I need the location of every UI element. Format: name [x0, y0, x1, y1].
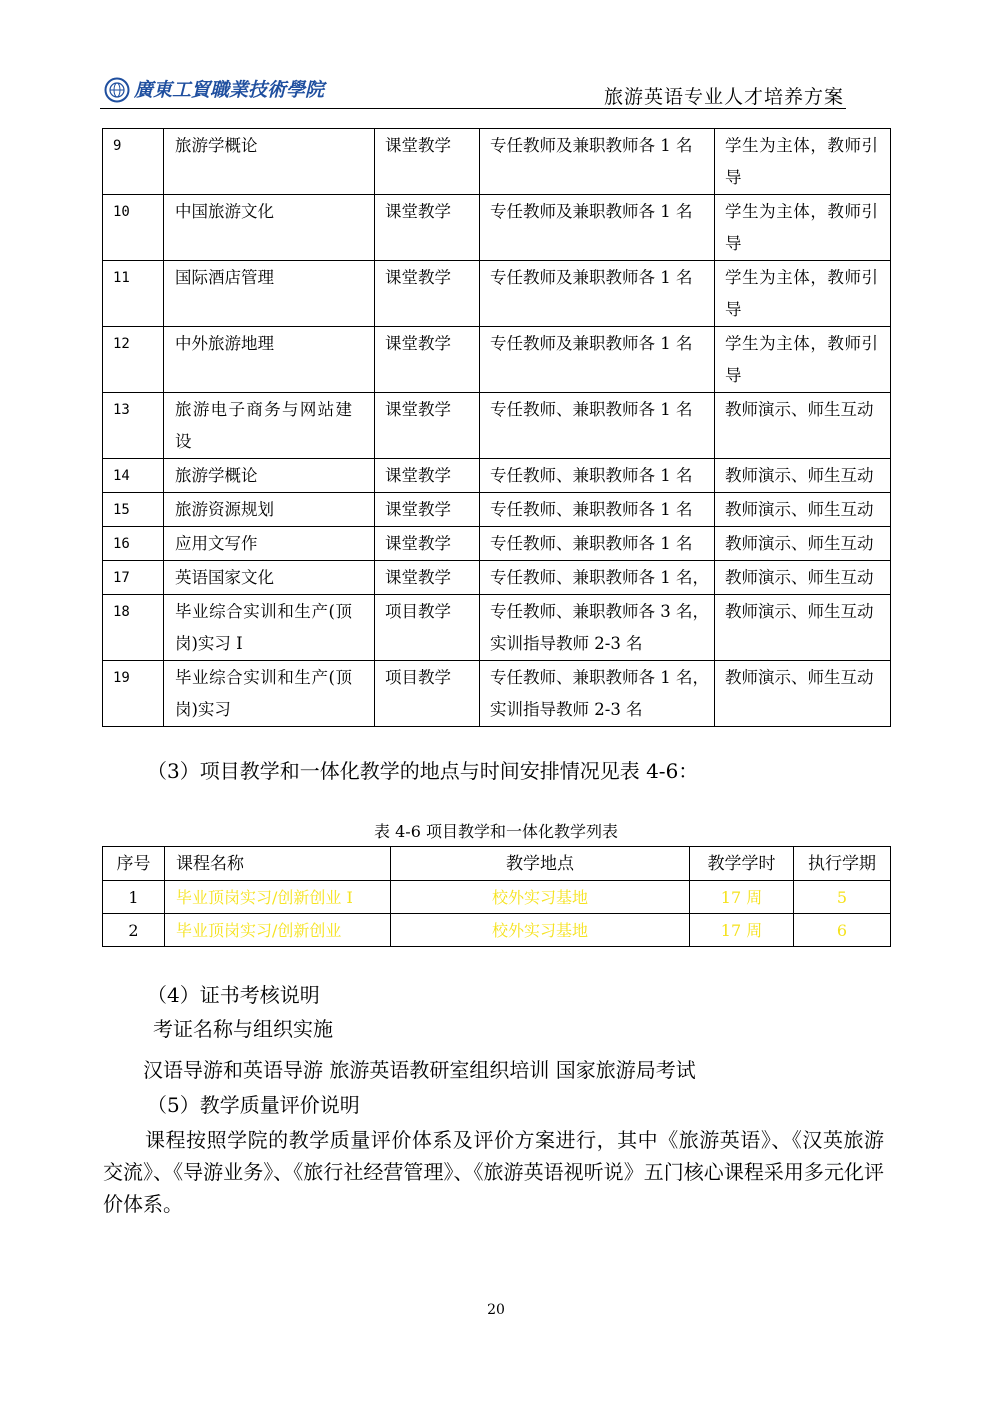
row-number-cell: 18 [103, 595, 164, 661]
teaching-approach-cell: 教师演示、师生互动 [715, 459, 891, 493]
teacher-allocation-cell: 专任教师、兼职教师各 1 名， [480, 561, 715, 595]
course-name-cell: 英语国家文化 [164, 561, 375, 595]
course-name-cell: 中国旅游文化 [164, 195, 375, 261]
course-name-cell: 应用文写作 [164, 527, 375, 561]
section-4-subheading: 考证名称与组织实施 [153, 1017, 333, 1041]
table-header-row [103, 847, 891, 881]
table-row [103, 527, 891, 561]
teaching-method-cell: 课堂教学 [375, 459, 480, 493]
header-teaching-location: 教学地点 [391, 847, 690, 881]
header-teaching-hours: 教学学时 [690, 847, 794, 881]
teaching-method-cell: 课堂教学 [375, 261, 480, 327]
table-row [103, 661, 891, 727]
teacher-allocation-cell: 专任教师、兼职教师各 1 名 [480, 393, 715, 459]
teaching-method-cell: 项目教学 [375, 595, 480, 661]
section-3-text: （3）项目教学和一体化教学的地点与时间安排情况见表 4-6： [147, 759, 699, 783]
course-name-cell: 毕业顶岗实习/创新创业 [165, 914, 391, 947]
project-teaching-table [102, 846, 891, 947]
table-row [103, 561, 891, 595]
teacher-allocation-cell: 专任教师、兼职教师各 1 名 [480, 459, 715, 493]
table-row [103, 595, 891, 661]
row-number-cell: 1 [103, 881, 165, 914]
table-row [103, 493, 891, 527]
teaching-location-cell: 校外实习基地 [391, 914, 690, 947]
course-name-cell: 毕业综合实训和生产(顶岗)实习 I [164, 595, 375, 661]
teaching-hours-cell: 17 周 [690, 914, 794, 947]
teaching-approach-cell: 教师演示、师生互动 [715, 393, 891, 459]
course-name-cell: 旅游资源规划 [164, 493, 375, 527]
teaching-approach-cell: 学生为主体，教师引导 [715, 261, 891, 327]
teaching-hours-cell: 17 周 [690, 881, 794, 914]
college-logo-text: 廣東工貿職業技術學院 [134, 79, 325, 101]
teaching-approach-cell: 教师演示、师生互动 [715, 595, 891, 661]
teaching-method-cell: 课堂教学 [375, 393, 480, 459]
teacher-allocation-cell: 专任教师及兼职教师各 1 名 [480, 195, 715, 261]
course-name-cell: 国际酒店管理 [164, 261, 375, 327]
teacher-allocation-cell: 专任教师、兼职教师各 1 名，实训指导教师 2-3 名 [480, 661, 715, 727]
table-row [103, 261, 891, 327]
course-name-cell: 毕业顶岗实习/创新创业 I [165, 881, 391, 914]
document-title: 旅游英语专业人才培养方案 [603, 86, 844, 108]
teaching-approach-cell: 教师演示、师生互动 [715, 661, 891, 727]
course-teaching-table [102, 128, 891, 727]
teaching-location-cell: 校外实习基地 [391, 881, 690, 914]
teaching-approach-cell: 教师演示、师生互动 [715, 561, 891, 595]
course-name-cell: 旅游学概论 [164, 129, 375, 195]
course-name-cell: 中外旅游地理 [164, 327, 375, 393]
table-row [103, 459, 891, 493]
course-teaching-table-body [103, 129, 891, 727]
header-course-name: 课程名称 [165, 847, 391, 881]
section-5-heading: （5）教学质量评价说明 [147, 1093, 360, 1117]
section-5-content: 课程按照学院的教学质量评价体系及评价方案进行，其中《旅游英语》、《汉英旅游交流》、《导游业务》、《旅行社经营管理》、《旅游英语视听说》五门核心课程采用多元化评价体系。 [103, 1128, 884, 1216]
course-name-cell: 旅游电子商务与网站建设 [164, 393, 375, 459]
teaching-approach-cell: 学生为主体，教师引导 [715, 195, 891, 261]
header-divider [100, 108, 846, 109]
teaching-method-cell: 课堂教学 [375, 129, 480, 195]
row-number-cell: 14 [103, 459, 164, 493]
teaching-method-cell: 课堂教学 [375, 527, 480, 561]
teaching-approach-cell: 教师演示、师生互动 [715, 493, 891, 527]
teacher-allocation-cell: 专任教师及兼职教师各 1 名 [480, 129, 715, 195]
table-4-6-caption: 表 4-6 项目教学和一体化教学列表 [374, 822, 618, 841]
section-4-content: 汉语导游和英语导游 旅游英语教研室组织培训 国家旅游局考试 [143, 1058, 696, 1082]
teacher-allocation-cell: 专任教师、兼职教师各 1 名 [480, 493, 715, 527]
row-number-cell: 17 [103, 561, 164, 595]
project-teaching-table-body [103, 881, 891, 947]
course-name-cell: 毕业综合实训和生产(顶岗)实习 [164, 661, 375, 727]
table-row [103, 129, 891, 195]
course-name-cell: 旅游学概论 [164, 459, 375, 493]
teaching-approach-cell: 学生为主体，教师引导 [715, 129, 891, 195]
row-number-cell: 13 [103, 393, 164, 459]
table-row [103, 327, 891, 393]
table-row [103, 393, 891, 459]
teaching-method-cell: 课堂教学 [375, 327, 480, 393]
teacher-allocation-cell: 专任教师及兼职教师各 1 名 [480, 261, 715, 327]
teaching-method-cell: 课堂教学 [375, 195, 480, 261]
row-number-cell: 11 [103, 261, 164, 327]
page-content [102, 128, 890, 1220]
teaching-approach-cell: 教师演示、师生互动 [715, 527, 891, 561]
row-number-cell: 15 [103, 493, 164, 527]
row-number-cell: 2 [103, 914, 165, 947]
header-serial-number: 序号 [103, 847, 165, 881]
teaching-method-cell: 课堂教学 [375, 493, 480, 527]
teacher-allocation-cell: 专任教师、兼职教师各 3 名，实训指导教师 2-3 名 [480, 595, 715, 661]
teacher-allocation-cell: 专任教师、兼职教师各 1 名 [480, 527, 715, 561]
header-semester: 执行学期 [794, 847, 891, 881]
row-number-cell: 16 [103, 527, 164, 561]
row-number-cell: 9 [103, 129, 164, 195]
semester-cell: 5 [794, 881, 891, 914]
teaching-method-cell: 项目教学 [375, 661, 480, 727]
row-number-cell: 12 [103, 327, 164, 393]
table-row [103, 914, 891, 947]
teacher-allocation-cell: 专任教师及兼职教师各 1 名 [480, 327, 715, 393]
semester-cell: 6 [794, 914, 891, 947]
row-number-cell: 19 [103, 661, 164, 727]
row-number-cell: 10 [103, 195, 164, 261]
teaching-method-cell: 课堂教学 [375, 561, 480, 595]
table-row [103, 195, 891, 261]
section-4-heading: （4）证书考核说明 [147, 983, 320, 1007]
college-emblem-icon [104, 77, 130, 103]
teaching-approach-cell: 学生为主体，教师引导 [715, 327, 891, 393]
table-row [103, 881, 891, 914]
page-number: 20 [487, 1302, 505, 1318]
